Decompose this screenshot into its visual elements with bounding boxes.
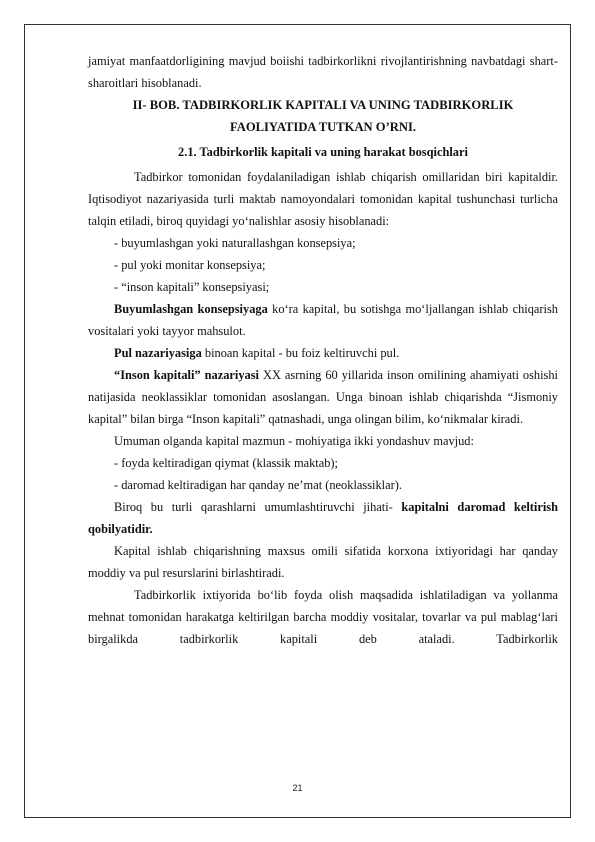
paragraph-capital-definition: Tadbirkor tomonidan foydalaniladigan ishlab chiqarish omillaridan biri kapitaldir. Iqtisodiyot nazariyasida turli maktab namoyondalari tomonidan kapital tushunchasi turlicha talqin etiladi, biroq quyidagi yo‘nalishlar asosiy hisoblanadi: [88,170,558,228]
definition-pul [88,342,558,364]
document-body [88,50,558,650]
chapter-title: II- BOB. TADBIRKORLIK KAPITALI VA UNING TADBIRKORLIK FAOLIYATIDA TUTKAN O’RNI. [132,98,514,134]
paragraph-entrepreneurial-capital: Tadbirkorlik ixtiyorida bo‘lib foyda olish maqsadida ishlatiladigan va yollanma mehnat tomonidan harakatga keltirilgan barcha moddiy vositalar, tovarlar va pul mablag‘lari birgalikda tadbirkorlik kapitali deb ataladi. Tadbirkorlik [88,588,558,646]
paragraph-text: Biroq bu turli qarashlarni umumlashtiruvchi jihati- [114,500,402,514]
paragraph-common-aspect [88,496,558,540]
definition-buyumlashgan [88,298,558,342]
list-item: - buyumlashgan yoki naturallashgan konsepsiya; [114,236,356,250]
page-number: 21 [292,783,303,793]
term: “Inson kapitali” nazariyasi [114,368,259,382]
definition-text: binoan kapital - bu foiz keltiruvchi pul. [201,346,400,360]
section-title: 2.1. Tadbirkorlik kapitali va uning harakat bosqichlari [178,145,468,159]
definition-text: ko‘ra kapital, bu sotishga mo‘ljallangan ishlab chiqarish vositalari yoki tayyor mahsulot. [88,302,558,338]
list-item: - “inson kapitali” konsepsiyasi; [114,280,270,294]
definition-text: XX asrning 60 yillarida inson omilining ahamiyati oshishi natijasida neoklassiklar tomonidan asoslangan. Unga binoan ishlab chiqarishda “Jismoniy kapital” bilan birga “Inson kapitali” qatnashadi, unga olingan bilim, ko‘nikmalar kiradi. [88,368,558,426]
definition-inson-kapitali [88,364,558,430]
intro-paragraph: jamiyat manfaatdorligining mavjud boiishi tadbirkorlikni rivojlantirishning navbatdagi shart-sharoitlari hisoblanadi. [88,54,558,90]
term: Buyumlashgan konsepsiyaga [114,302,268,316]
term: Pul nazariyasiga [114,346,202,360]
list-item: - foyda keltiradigan qiymat (klassik maktab); [114,456,338,470]
paragraph-approaches: Umuman olganda kapital mazmun - mohiyatiga ikki yondashuv mavjud: [114,434,474,448]
list-item: - pul yoki monitar konsepsiya; [114,258,266,272]
paragraph-capital-factor: Kapital ishlab chiqarishning maxsus omili sifatida korxona ixtiyoridagi har qanday moddiy va pul resurslarini birlashtiradi. [88,544,558,580]
list-item: - daromad keltiradigan har qanday ne’mat (neoklassiklar). [114,478,402,492]
term: kapitalni daromad keltirish qobilyatidir. [88,500,558,536]
